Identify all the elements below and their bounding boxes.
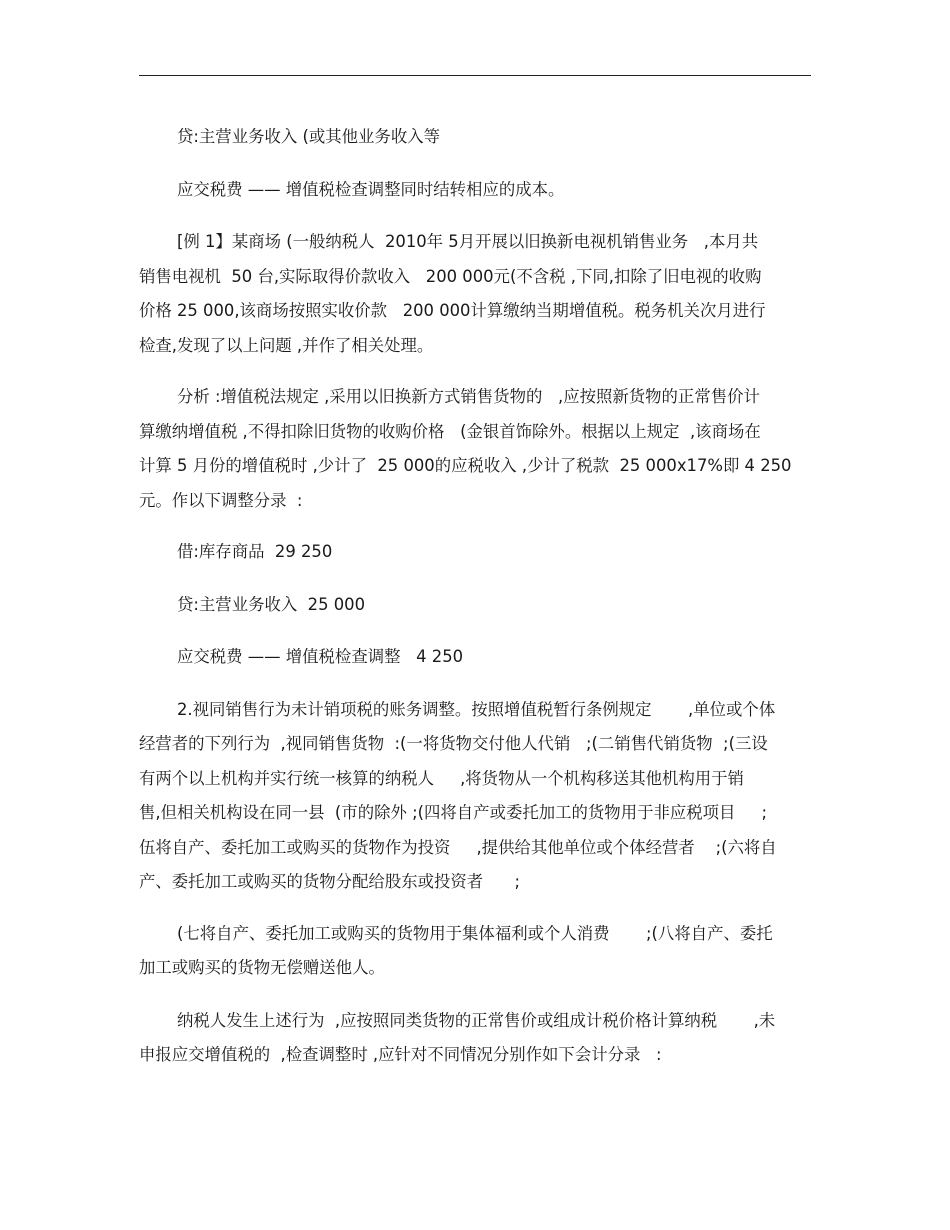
document-body (139, 120, 811, 1091)
paragraph-3 (139, 225, 811, 363)
paragraph-5-line-1: 借:库存商品 29 250 (177, 542, 333, 561)
paragraph-5 (139, 535, 811, 570)
paragraph-4-line-4: 元。作以下调整分录 : (139, 490, 303, 510)
paragraph-6 (139, 588, 811, 623)
paragraph-4-line-1: 分析 :增值税法规定 ,采用以旧换新方式销售货物的 ,应按照新货物的正常售价计 (177, 387, 760, 406)
paragraph-3-line-1: [例 1】某商场 (一般纳税人 2010年 5月开展以旧换新电视机销售业务 ,本月共 (177, 232, 759, 251)
paragraph-1-line-1: 贷:主营业务收入 (或其他业务收入等 (177, 127, 440, 146)
paragraph-10-line-2: 申报应交增值税的 ,检查调整时 ,应针对不同情况分别作如下会计分录 : (139, 1045, 662, 1064)
paragraph-1 (139, 120, 811, 155)
paragraph-2 (139, 173, 811, 208)
paragraph-8-line-5: 伍将自产、委托加工或购买的货物作为投资 ,提供给其他单位或个体经营者 ;(六将自 (139, 837, 777, 857)
paragraph-4 (139, 380, 811, 518)
paragraph-9-line-1: (七将自产、委托加工或购买的货物用于集体福利或个人消费 ;(八将自产、委托 (177, 923, 773, 943)
paragraph-3-line-2: 销售电视机 50 台,实际取得价款收入 200 000元(不含税 ,下同,扣除了旧电视的收购 (139, 266, 762, 286)
paragraph-3-line-4: 检查,发现了以上问题 ,并作了相关处理。 (139, 335, 434, 355)
paragraph-8-line-6: 产、委托加工或购买的货物分配给股东或投资者 ; (139, 872, 520, 891)
header-rule (139, 75, 811, 76)
paragraph-4-line-3: 计算 5 月份的增值税时 ,少计了 25 000的应税收入 ,少计了税款 25 000x17%即 4 250 (139, 456, 792, 475)
paragraph-8 (139, 693, 811, 900)
paragraph-6-line-1: 贷:主营业务收入 25 000 (177, 594, 366, 614)
paragraph-7-line-1: 应交税费 —— 增值税检查调整 4 250 (177, 647, 464, 666)
paragraph-4-line-2: 算缴纳增值税 ,不得扣除旧货物的收购价格 (金银首饰除外。根据以上规定 ,该商场在 (139, 421, 761, 441)
paragraph-8-line-3: 有两个以上机构并实行统一核算的纳税人 ,将货物从一个机构移送其他机构用于销 (139, 768, 744, 788)
paragraph-9-line-2: 加工或购买的货物无偿赠送他人。 (139, 958, 385, 977)
paragraph-8-line-1: 2.视同销售行为未计销项税的账务调整。按照增值税暂行条例规定 ,单位或个体 (177, 699, 776, 719)
paragraph-2-line-1: 应交税费 —— 增值税检查调整同时结转相应的成本。 (177, 179, 565, 199)
paragraph-10 (139, 1004, 811, 1073)
paragraph-10-line-1: 纳税人发生上述行为 ,应按照同类货物的正常售价或组成计税价格计算纳税 ,未 (177, 1010, 776, 1030)
paragraph-8-line-2: 经营者的下列行为 ,视同销售货物 :(一将货物交付他人代销 ;(二销售代销货物 ;(三设 (139, 734, 768, 753)
paragraph-7 (139, 640, 811, 675)
paragraph-3-line-3: 价格 25 000,该商场按照实收价款 200 000计算缴纳当期增值税。税务机关次月进行 (139, 301, 766, 320)
paragraph-9 (139, 917, 811, 986)
paragraph-8-line-4: 售,但相关机构设在同一县 (市的除外 ;(四将自产或委托加工的货物用于非应税项目 ; (139, 803, 768, 822)
